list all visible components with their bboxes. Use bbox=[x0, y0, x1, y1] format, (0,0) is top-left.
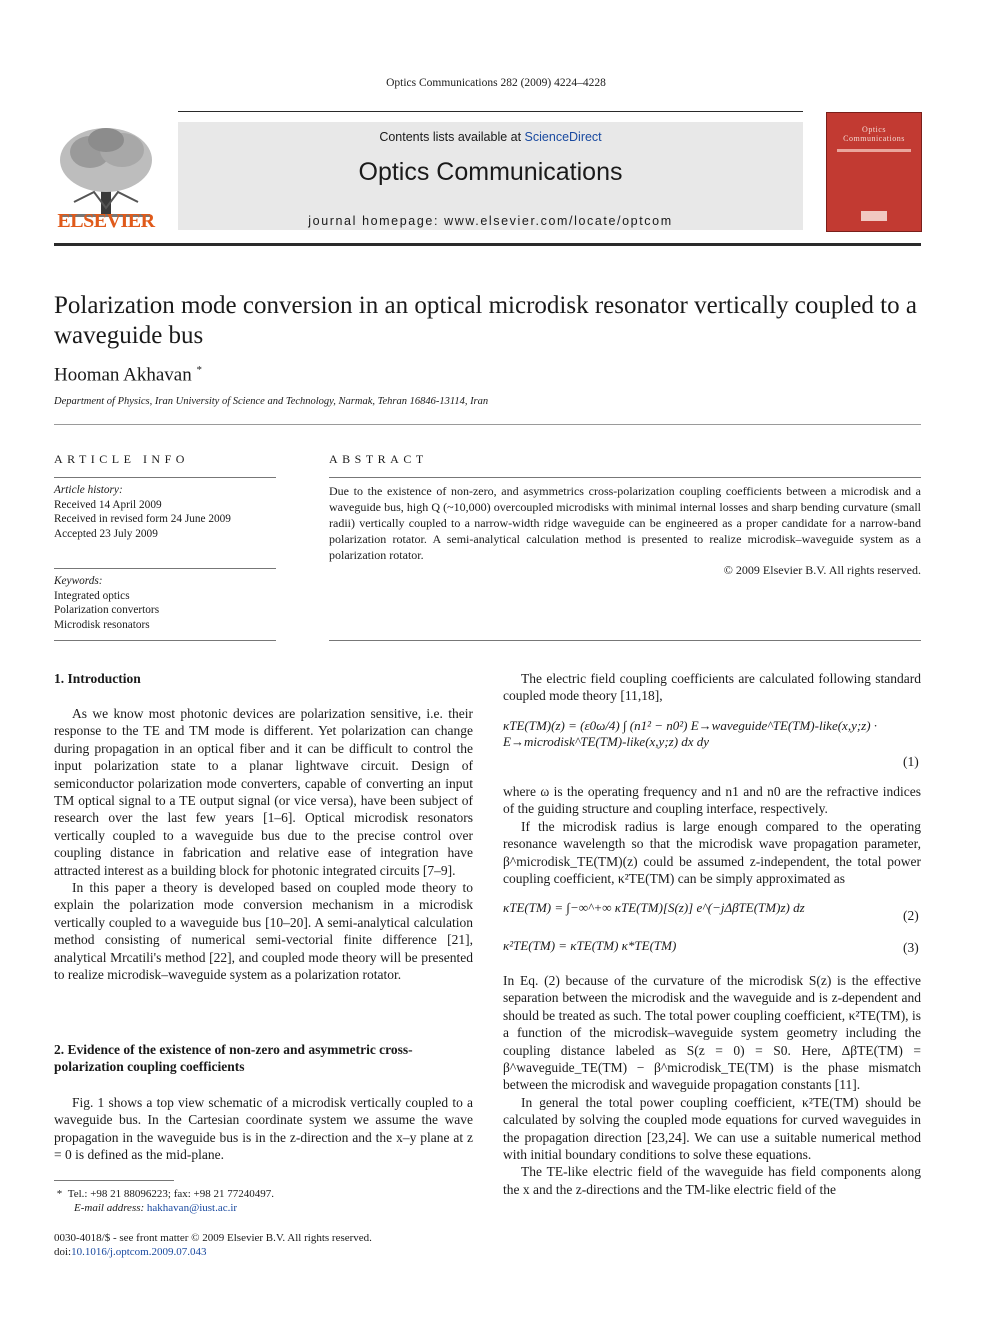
journal-cover-thumbnail bbox=[826, 112, 922, 232]
contents-line bbox=[178, 130, 803, 144]
doi-link[interactable]: 10.1016/j.optcom.2009.07.043 bbox=[71, 1246, 207, 1258]
equation-2-number: (2) bbox=[903, 908, 919, 923]
section-2-body bbox=[54, 1094, 473, 1164]
keywords-label: Keywords: bbox=[54, 575, 103, 587]
keyword-item: Microdisk resonators bbox=[54, 618, 150, 631]
paragraph: In Eq. (2) because of the curvature of the microdisk S(z) is the effective separation between the microdisk and the waveguide and is z-dependent and should be treated as such. The total power coupling coefficient, κ²TE(TM), is a function of the microdisk–waveguide system geometry including the coupling distance labeled as S(z = 0) = S0. Here, ΔβTE(TM) = β^waveguide_TE(TM) − β^microdisk_TE(TM) is the phase mismatch between the microdisk and waveguide propagation constants [11]. bbox=[503, 973, 921, 1093]
author-text: Hooman Akhavan bbox=[54, 364, 192, 386]
sciencedirect-link[interactable]: ScienceDirect bbox=[524, 130, 602, 144]
page-footer bbox=[54, 1231, 372, 1259]
journal-name: Optics Communications bbox=[358, 158, 623, 186]
issn-line: 0030-4018/$ - see front matter © 2009 Elsevier B.V. All rights reserved. bbox=[54, 1232, 372, 1244]
author-footnote-mark[interactable]: * bbox=[196, 364, 202, 376]
journal-reference: Optics Communications 282 (2009) 4224–4228 bbox=[386, 77, 606, 89]
paragraph: If the microdisk radius is large enough compared to the operating resonance wavelength so that the microdisk wave propagation parameter, β^microdisk_TE(TM)(z) could be assumed z-independent, the total power coupling coefficient, κ²TE(TM) can be simply approximated as bbox=[503, 818, 921, 887]
abstract-copyright: © 2009 Elsevier B.V. All rights reserved. bbox=[723, 563, 921, 577]
equation-3: κ²TE(TM) = κTE(TM) κ*TE(TM) bbox=[503, 938, 677, 953]
email-label: E-mail address: bbox=[74, 1202, 147, 1214]
cover-badge bbox=[861, 211, 887, 221]
article-info-rule bbox=[54, 477, 276, 478]
header-bottom-rule bbox=[54, 243, 921, 246]
footnote-tel-text: Tel.: +98 21 88096223; fax: +98 21 77240497. bbox=[67, 1188, 275, 1200]
article-info-bottom-rule bbox=[54, 640, 276, 641]
contents-prefix: Contents lists available at bbox=[379, 130, 525, 144]
paper-title: Polarization mode conversion in an optical microdisk resonator vertically coupled to a waveguide bus bbox=[54, 292, 917, 349]
header-top-rule bbox=[178, 111, 803, 112]
paragraph: Fig. 1 shows a top view schematic of a microdisk vertically coupled to a waveguide bus. In the Cartesian coordinate system we assume the wave propagation in the waveguide bus is in the z-direction and the x–y plane at z = 0 is defined as the mid-plane. bbox=[54, 1095, 473, 1163]
cover-title: Optics Communications bbox=[843, 125, 905, 143]
paragraph: where ω is the operating frequency and n1 and n0 are the refractive indices of the guiding structure and coupling interface, respectively. bbox=[503, 784, 921, 817]
keywords bbox=[54, 574, 276, 632]
equation-3-number: (3) bbox=[903, 940, 919, 955]
footnote-rule bbox=[54, 1180, 174, 1181]
section-heading-introduction: 1. Introduction bbox=[54, 671, 141, 686]
abstract-text: Due to the existence of non-zero, and asymmetrics cross-polarization coupling coefficients between a microdisk and a waveguide bus, high Q (~10,000) overcoupled microdisks with minimal internal losses and sharp bending curvature (small radii) vertically coupled to a narrow-width ridge waveguide can be engineered as a proper candidate for a narrow-band polarization rotator. A semi-analytical calculation method is presented to realize microdisk–waveguide system as a polarization rotator. bbox=[329, 484, 921, 562]
affiliation-rule bbox=[54, 424, 921, 425]
section-heading-2: 2. Evidence of the existence of non-zero and asymmetric cross-polarization coupling coefficients bbox=[54, 1042, 413, 1075]
introduction-body bbox=[54, 705, 473, 984]
footnote-email bbox=[54, 1201, 274, 1215]
equation-1-number: (1) bbox=[903, 754, 919, 769]
abstract-bottom-rule bbox=[329, 640, 921, 641]
right-column-intro bbox=[503, 670, 921, 705]
history-revised: Received in revised form 24 June 2009 bbox=[54, 513, 231, 525]
author-affiliation: Department of Physics, Iran University of Science and Technology, Narmak, Tehran 16846-13114, Iran bbox=[54, 396, 489, 407]
history-received: Received 14 April 2009 bbox=[54, 498, 162, 511]
paragraph: As we know most photonic devices are polarization sensitive, i.e. their response to the TE and TM mode is different. Yet polarization can change during propagation in an optical fiber and it can be difficult to control the input polarization state to a planar lightwave circuit. Design of semiconductor polarization mode converters, capable of converting an input TM optical signal to a TE output signal (or vice versa), have been subject of research over the last few years [1–6]. Optical microdisk resonators vertically coupled to a waveguide bus due to the precise control over coupling distance in fabrication and relative ease of integration have attracted interest as a building block for photonic integrated circuits [7–9]. bbox=[54, 706, 473, 878]
cover-strip bbox=[837, 149, 911, 152]
right-column-bottom bbox=[503, 972, 921, 1198]
history-accepted: Accepted 23 July 2009 bbox=[54, 527, 158, 540]
doi-line bbox=[54, 1245, 372, 1259]
footnote-tel bbox=[54, 1187, 274, 1201]
paragraph: In this paper a theory is developed based on coupled mode theory to explain the polarization mode conversion mechanism in a microdisk vertically coupled to a waveguide bus [10–20]. A semi-analytical calculation method consisting of numerical semi-vectorial finite difference [21], analytical Mrcatili's method [22], and coupled mode theory will be presented to realize microdisk–waveguide system as a polarization rotator. bbox=[54, 880, 473, 983]
abstract-rule bbox=[329, 477, 921, 478]
paragraph: In general the total power coupling coefficient, κ²TE(TM) should be calculated by solving the coupled mode equations for curved waveguides in the propagation direction [23,24]. We can use a suitable numerical method with initial boundary conditions to solve these equations. bbox=[503, 1094, 921, 1163]
keywords-rule bbox=[54, 568, 276, 569]
history-label: Article history: bbox=[54, 484, 123, 496]
keyword-item: Integrated optics bbox=[54, 589, 130, 602]
article-history bbox=[54, 483, 276, 541]
doi-label: doi: bbox=[54, 1246, 72, 1258]
publisher-wordmark: ELSEVIER bbox=[57, 210, 155, 232]
equation-1: κTE(TM)(z) = (ε0ω/4) ∫ (n1² − n0²) E→waveguide^TE(TM)-like(x,y;z) · E→microdisk^TE(TM)-like(x,y;z) dx dy bbox=[503, 718, 878, 749]
journal-header-band bbox=[178, 122, 803, 230]
equation-2: κTE(TM) = ∫−∞^+∞ κTE(TM)[S(z)] e^(−jΔβTE(TM)z) dz bbox=[503, 900, 805, 915]
keyword-item: Polarization convertors bbox=[54, 604, 160, 616]
paragraph: The TE-like electric field of the waveguide has field components along the x and the z-directions and the TM-like electric field of the bbox=[503, 1164, 921, 1197]
abstract-heading: ABSTRACT bbox=[329, 452, 428, 466]
footnote-mark: * bbox=[56, 1188, 63, 1200]
journal-homepage[interactable]: journal homepage: www.elsevier.com/locate/optcom bbox=[308, 214, 673, 228]
paragraph: The electric field coupling coefficients are calculated following standard coupled mode theory [11,18], bbox=[503, 671, 921, 704]
article-info-heading: ARTICLE INFO bbox=[54, 452, 189, 466]
author-name bbox=[54, 364, 202, 386]
email-link[interactable]: hakhavan@iust.ac.ir bbox=[146, 1202, 238, 1214]
author-footnote bbox=[54, 1187, 274, 1215]
right-column-middle bbox=[503, 783, 921, 887]
